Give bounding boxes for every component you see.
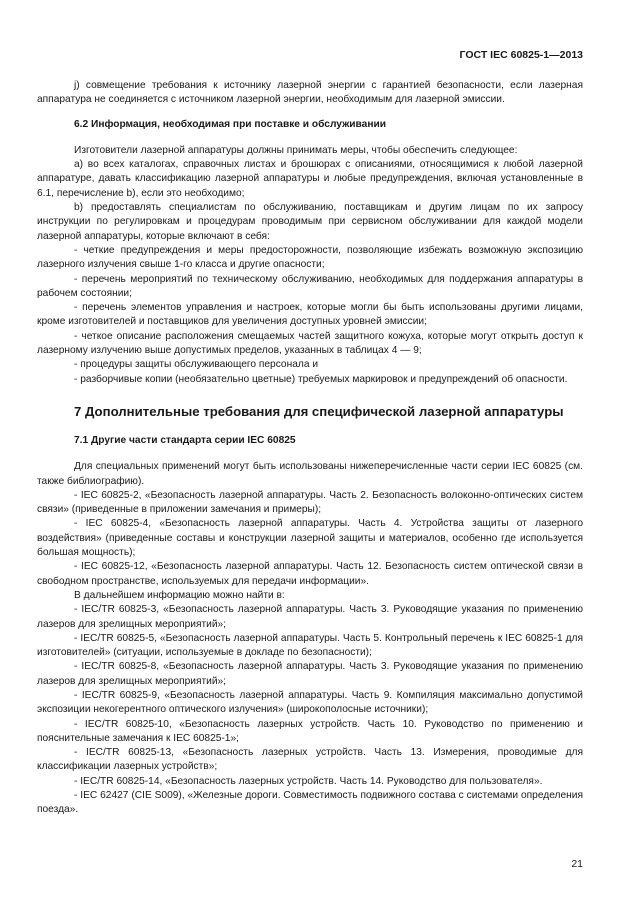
list-item: - IEC 60825-4, «Безопасность лазерной аппаратуры. Часть 4. Устройства защиты от лазерного воздействия» (приведенные составы и конструкции лазерной защиты и материалов, особенно где используется большая мощность); — [37, 518, 583, 559]
list-item: - IEC/TR 60825-9, «Безопасность лазерной аппаратуры. Часть 9. Компиляция максимально допустимой экспозиции некогерентного оптического излучения» (широкополосные источники); — [37, 689, 583, 716]
section-6-2-heading: 6.2 Информация, необходимая при поставке и обслуживании — [74, 118, 387, 130]
paragraph-item-j: j) совмещение требования к источнику лазерной энергии с гарантией безопасности, если лазерная аппаратура не соединяется с источником лазерной энергии, необходимым для лазерной эмиссии. — [37, 80, 583, 106]
section-7-1-heading: 7.1 Другие части стандарта серии IEC 60825 — [74, 434, 296, 446]
further-info-line: В дальнейшем информацию можно найти в: — [74, 589, 285, 601]
paragraph-item-a: а) во всех каталогах, справочных листах и брошюрах с описаниями, относящимися к любой лазерной аппаратуре, давать классификацию лазерной аппаратуры и любые предупреждения, включая установленные в 6.1, перечисление b), если это необходимо; — [37, 159, 583, 199]
list-item: - IEC/TR 60825-14, «Безопасность лазерных устройств. Часть 14. Руководство для пользователя». — [74, 775, 543, 787]
section-6-2-lead: Изготовители лазерной аппаратуры должны принимать меры, чтобы обеспечить следующее: — [74, 144, 518, 156]
list-item: - разборчивые копии (необязательно цветные) требуемых маркировок и предупреждений об опасности. — [74, 373, 568, 385]
list-item: - IEC/TR 60825-10, «Безопасность лазерных устройств. Часть 10. Руководство по применению и пояснительные замечания к IEC 60825-1»; — [37, 718, 583, 744]
list-item: - IEC 62427 (CIE S009), «Железные дороги. Совместимость подвижного состава с системами определения поезда». — [37, 790, 583, 816]
list-item: - процедуры защиты обслуживающего персонала и — [74, 359, 319, 371]
list-item: - четкое описание расположения смещаемых частей защитного кожуха, которые могут открыть доступ к лазерному излучению выше допустимых пределов, указанных в таблицах 4 — 9; — [37, 330, 583, 357]
document-body — [37, 79, 583, 818]
list-item: - четкие предупреждения и меры предосторожности, позволяющие избежать возможную экспозицию лазерного излучения свыше 1-го класса и другие опасности; — [37, 244, 583, 271]
list-item: - IEC 60825-2, «Безопасность лазерной аппаратуры. Часть 2. Безопасность волоконно-оптических систем связи» (приведенные в приложении замечания и примеры); — [37, 489, 583, 516]
section-7-heading: 7 Дополнительные требования для специфической лазерной аппаратуры — [74, 403, 564, 419]
list-item: - IEC/TR 60825-8, «Безопасность лазерной аппаратуры. Часть 3. Руководящие указания по применению лазеров для зрелищных мероприятий»; — [37, 661, 583, 687]
list-item: - перечень мероприятий по техническому обслуживанию, необходимых для поддержания аппаратуры в рабочем состоянии; — [37, 273, 583, 299]
section-7-1-lead: Для специальных применений могут быть использованы нижеперечисленные части серии IEC 60825 (см. также библиографию). — [37, 461, 583, 487]
standard-header: ГОСТ IEC 60825-1—2013 — [459, 49, 583, 61]
list-item: - IEC/TR 60825-5, «Безопасность лазерной аппаратуры. Часть 5. Контрольный перечень к IEC 60825-1 для изготовителей» (ситуации, используемые в докладе по безопасности); — [37, 632, 583, 659]
page-number: 21 — [571, 858, 583, 870]
list-item: - IEC 60825-12, «Безопасность лазерной аппаратуры. Часть 12. Безопасность систем оптической связи в свободном пространстве, используемых для передачи информации». — [37, 561, 583, 587]
list-item: - IEC/TR 60825-13, «Безопасность лазерных устройств. Часть 13. Измерения, проводимые для классификации лазерных устройств»; — [37, 747, 583, 773]
paragraph-item-b: b) предоставлять специалистам по обслуживанию, поставщикам и другим лицам по их запросу инструкции по регулировкам и процедурам проводимым при сервисном обслуживании для каждой модели лазерной аппаратуры, которые включают в себя: — [37, 202, 583, 242]
list-item: - перечень элементов управления и настроек, которые могли бы быть использованы другими лицами, кроме изготовителей и поставщиков для увеличения доступных уровней эмиссии; — [37, 302, 583, 328]
list-item: - IEC/TR 60825-3, «Безопасность лазерной аппаратуры. Часть 3. Руководящие указания по применению лазеров для зрелищных мероприятий»; — [37, 604, 583, 630]
